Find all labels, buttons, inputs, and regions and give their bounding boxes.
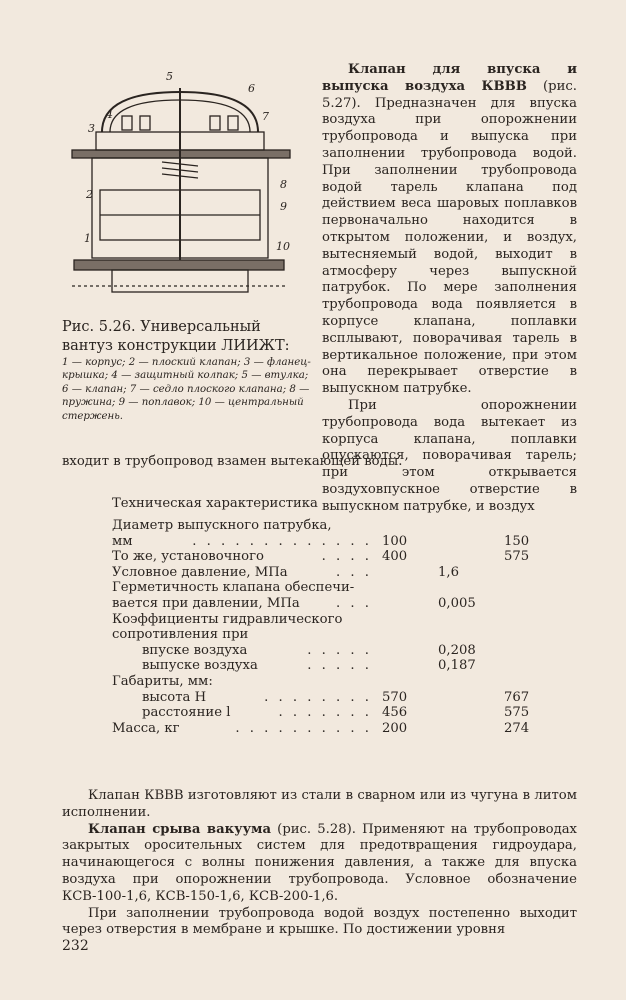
spec-leader-dots: . . . . . . . .: [264, 689, 372, 705]
spec-row: [112, 612, 552, 628]
spec-value-vm: 0,187: [438, 658, 476, 674]
callout-2: 2: [86, 188, 93, 201]
callout-3: 3: [88, 122, 95, 135]
callout-1: 1: [84, 232, 91, 245]
spec-value-v2: 575: [504, 705, 530, 721]
spec-leader-dots: . . .: [336, 564, 372, 580]
bottom-text: [62, 788, 577, 939]
spec-row: [112, 549, 552, 565]
spec-label: выпуске воздуха: [142, 658, 258, 674]
spec-label: высота H: [142, 689, 207, 705]
spec-leader-dots: . . . . . . .: [278, 705, 372, 721]
figure-caption-legend: 1 — корпус; 2 — плоский клапан; 3 — фланец-крышка; 4 — защитный колпак; 5 — втулка; 6 — клапан; 7 — седло плоского клапана; 8 — пружина; 9 — поплавок; 10 — центральный стержень.: [62, 357, 311, 422]
paragraph-material: Клапан КВВВ изготовляют из стали в сварном или из чугуна в литом исполнении.: [62, 788, 577, 820]
spec-label: вается при давлении, МПа: [112, 595, 300, 611]
spec-label: Диаметр выпускного патрубка,: [112, 518, 332, 533]
spec-value-vm: 0,208: [438, 642, 476, 658]
page-number: 232: [62, 938, 89, 954]
spec-row: [112, 627, 552, 643]
spec-row: [112, 643, 552, 659]
spec-value-v2: 150: [504, 533, 530, 549]
spec-label: То же, установочного: [112, 549, 264, 565]
spec-label: Габариты, мм:: [112, 673, 213, 689]
spec-label: Масса, кг: [112, 720, 180, 736]
spec-label: впуске воздуха: [142, 642, 248, 658]
spec-label: Условное давление, МПа: [112, 564, 288, 580]
paragraph-continuation: [62, 454, 577, 471]
term-ksv: Клапан срыва вакуума: [88, 821, 272, 837]
spec-value-v2: 274: [504, 720, 530, 736]
figure-caption-title: Рис. 5.26. Универсальный вантуз конструкции ЛИИЖТ:: [62, 319, 290, 354]
spec-value-v2: 575: [504, 549, 530, 565]
paragraph-kvvv-text: (рис. 5.27). Предназначен для впуска воздуха при опорожнении трубопровода и выпуска при заполнении трубопровода водой. При заполнении трубопровода водой тарель клапана под действием веса шаровых поплавков первоначально находится в открытом положении, и воздух, вытесняемый водой, выходит в атмосферу через выпускной патрубок. По мере заполнения трубопровода вода появляется в корпусе клапана, поплавки всплывают, поворачивая тарель в вертикальное положение, при этом она перекрывает отверстие в выпускном патрубке.: [322, 78, 577, 397]
callout-10: 10: [276, 240, 290, 253]
spec-leader-dots: . . . . . . . . . . . . .: [192, 533, 372, 549]
spec-label: Коэффициенты гидравлического: [112, 611, 343, 627]
continuation-line: входит в трубопровод взамен вытекающей воды.: [62, 454, 403, 469]
spec-value-vm: 1,6: [438, 564, 459, 580]
callout-4: 4: [106, 108, 113, 121]
spec-row: [112, 534, 552, 550]
spec-value-v1: 200: [382, 720, 408, 736]
callout-6: 6: [248, 82, 255, 95]
spec-row: [112, 596, 552, 612]
spec-value-v1: 456: [382, 705, 408, 721]
spec-value-v2: 767: [504, 689, 530, 705]
spec-value-v1: 400: [382, 549, 408, 565]
paragraph-ksv-text: (рис. 5.28). Применяют на трубопроводах закрытых оросительных систем для предотвращения гидроудара, начинающегося с волны понижения давления, а также для впуска воздуха при опорожнении трубопровода. Условное обозначение КСВ-100-1,6, КСВ-150-1,6, КСВ-200-1,6.: [62, 821, 577, 904]
spec-row: [112, 705, 552, 721]
spec-value-v1: 100: [382, 533, 408, 549]
paragraph-ksv: [62, 822, 577, 906]
spec-label: Герметичность клапана обеспечи-: [112, 580, 355, 596]
callout-7: 7: [262, 110, 269, 123]
spec-table: [112, 518, 552, 736]
spec-label: сопротивления при: [112, 627, 249, 643]
spec-title: Техническая характеристика: [112, 496, 318, 511]
callout-8: 8: [280, 178, 287, 191]
spec-leader-dots: . . . . . . . . . .: [235, 720, 372, 736]
spec-row: [112, 658, 552, 674]
term-kvvv: Клапан для впуска и выпуска воздуха КВВВ: [322, 62, 577, 94]
spec-row: [112, 580, 552, 596]
spec-leader-dots: . . . . .: [307, 642, 372, 658]
spec-leader-dots: . . . .: [321, 549, 372, 565]
spec-label: расстояние l: [142, 705, 231, 721]
spec-value-v1: 570: [382, 689, 408, 705]
spec-leader-dots: . . . . .: [307, 658, 372, 674]
callout-9: 9: [280, 200, 287, 213]
spec-row: [112, 518, 552, 534]
valve-drawing: [62, 70, 298, 302]
spec-value-vm: 0,005: [438, 595, 476, 611]
paragraph-kvvv: [322, 62, 577, 398]
callout-5: 5: [166, 70, 173, 83]
spec-row: [112, 690, 552, 706]
spec-label: мм: [112, 533, 133, 549]
spec-row: [112, 721, 552, 737]
paragraph-filling: При заполнении трубопровода водой воздух постепенно выходит через отверстия в мембране и крышке. По достижении уровня: [62, 905, 577, 938]
right-column: [322, 62, 577, 516]
spec-leader-dots: . . .: [336, 595, 372, 611]
spec-row: [112, 674, 552, 690]
spec-row: [112, 565, 552, 581]
paragraph-emptying: При опорожнении трубопровода вода вытекает из корпуса клапана, поплавки опускаются, поворачивая тарель; при этом открывается воздуховпускное отверстие в выпускном патрубке, и воздух: [322, 397, 577, 514]
